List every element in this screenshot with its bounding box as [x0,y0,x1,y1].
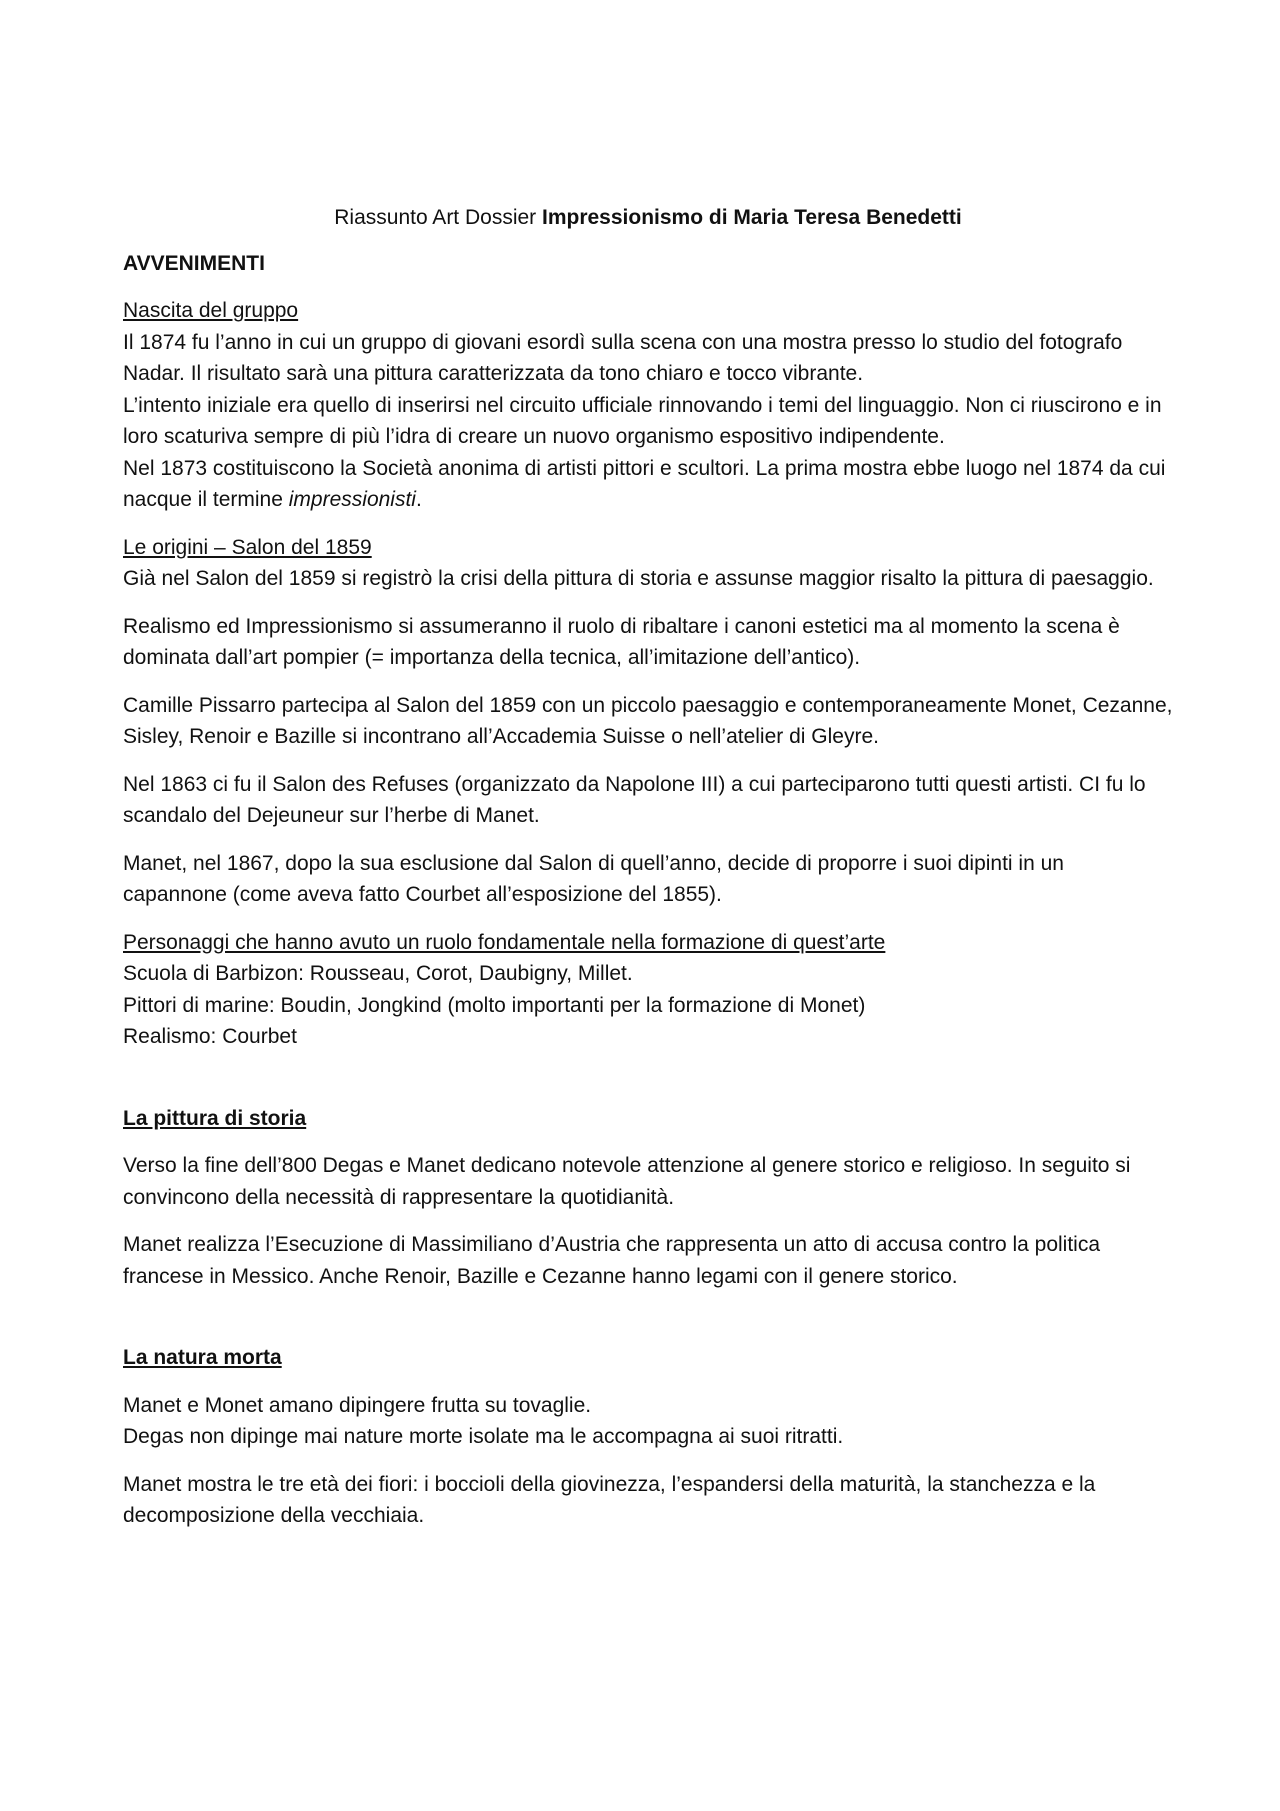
spacer [123,1069,1173,1103]
subheading-origini: Le origini – Salon del 1859 [123,535,372,559]
text-line: Scuola di Barbizon: Rousseau, Corot, Daubigny, Millet. [123,962,633,985]
subheading-personaggi: Personaggi che hanno avuto un ruolo fondamentale nella formazione di quest’arte [123,930,886,954]
text-line: Pittori di marine: Boudin, Jongkind (molto importanti per la formazione di Monet) [123,993,866,1017]
paragraph: Verso la fine dell’800 Degas e Manet dedicano notevole attenzione al genere storico e religioso. In seguito si convincono della necessità di rappresentare la quotidianità. [123,1154,1131,1209]
paragraph-natura-morta [123,1390,1173,1453]
document-page [123,202,1173,1548]
section-heading-pittura-storia: La pittura di storia [123,1106,307,1130]
text-line: Realismo: Courbet [123,1025,297,1048]
section-heading-avvenimenti: AVVENIMENTI [123,251,265,275]
paragraph: Realismo ed Impressionismo si assumeranno il ruolo di ribaltare i canoni estetici ma al momento la scena è dominata dall’art pompier (= importanza della tecnica, all’imitazione dell’antico). [123,614,1120,669]
paragraph-origini [123,532,1173,595]
document-title [123,202,1173,234]
text-line: Già nel Salon del 1859 si registrò la crisi della pittura di storia e assunse maggior risalto la pittura di paesaggio. [123,567,1154,590]
italic-term: impressionisti [288,488,416,511]
paragraph-nascita [123,295,1173,516]
text-line [123,453,1173,516]
paragraph: Manet, nel 1867, dopo la sua esclusione dal Salon di quell’anno, decide di proporre i suoi dipinti in un capannone (come aveva fatto Courbet all’esposizione del 1855). [123,851,1064,906]
paragraph: Nel 1863 ci fu il Salon des Refuses (organizzato da Napolone III) a cui parteciparono tutti questi artisti. CI fu lo scandalo del Dejeuneur sur l’herbe di Manet. [123,772,1146,827]
text-segment: . [415,488,422,511]
text-line: Il 1874 fu l’anno in cui un gruppo di giovani esordì sulla scena con una mostra presso lo studio del fotografo Nadar. Il risultato sarà una pittura caratterizzata da tono chiaro e tocco vibrante. [123,330,1123,385]
paragraph: Camille Pissarro partecipa al Salon del 1859 con un piccolo paesaggio e contemporaneamente Monet, Cezanne, Sisley, Renoir e Bazille si incontrano all’Accademia Suisse o nell’atelier di Gleyre. [123,693,1173,748]
paragraph: Manet mostra le tre età dei fiori: i boccioli della giovinezza, l’espandersi della maturità, la stanchezza e la decomposizione della vecchiaia. [123,1472,1096,1527]
title-prefix: Riassunto Art Dossier [334,206,542,229]
text-line: Manet e Monet amano dipingere frutta su tovaglie. [123,1393,592,1417]
title-bold: Impressionismo di Maria Teresa Benedetti [542,206,962,229]
text-segment: Nel 1873 costituiscono la Società anonima di artisti pittori e scultori. La prima mostra ebbe luogo nel 1874 da cui nacque il termine [123,456,1166,511]
section-heading-natura-morta: La natura morta [123,1346,282,1369]
paragraph-personaggi [123,927,1173,1053]
text-line: L’intento iniziale era quello di inserirsi nel circuito ufficiale rinnovando i temi del linguaggio. Non ci riuscirono e in loro scaturiva sempre di più l’idra di creare un nuovo organismo espositivo indipendente. [123,393,1162,448]
paragraph: Manet realizza l’Esecuzione di Massimiliano d’Austria che rappresenta un atto di accusa contro la politica francese in Messico. Anche Renoir, Bazille e Cezanne hanno legami con il genere storico. [123,1233,1101,1288]
subheading-nascita: Nascita del gruppo [123,299,299,322]
text-line: Degas non dipinge mai nature morte isolate ma le accompagna ai suoi ritratti. [123,1425,844,1448]
spacer [123,1308,1173,1342]
